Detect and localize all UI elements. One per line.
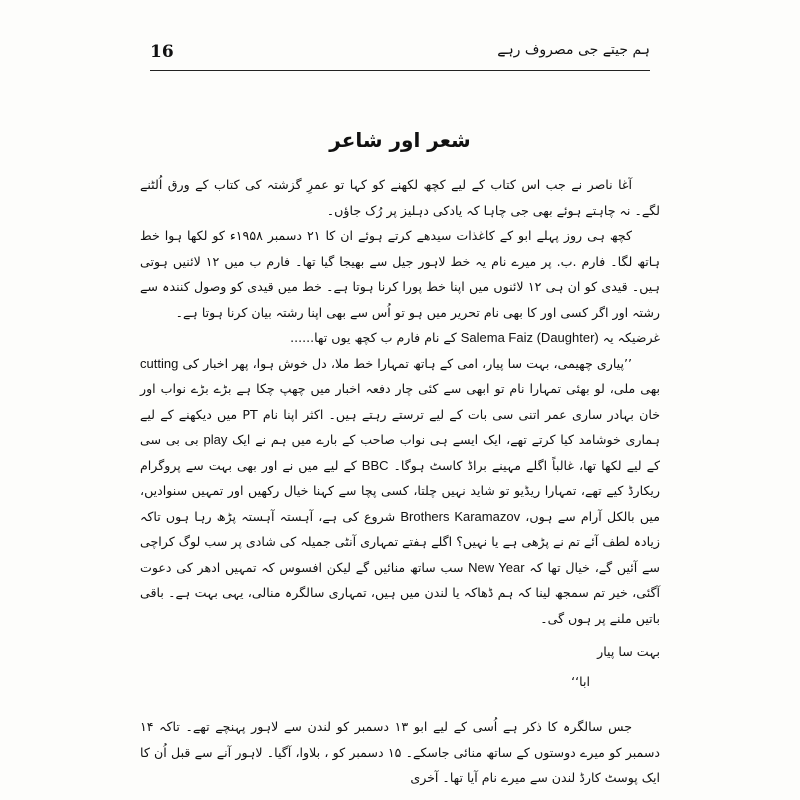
letter-latin-play: play: [203, 432, 228, 447]
paragraph-final: جس سالگرہ کا ذکر ہے اُسی کے لیے ابو ۱۳ دسمبر کو لندن سے لاہور پہنچے تھے۔ تاکہ ۱۴ دسمبر کو میرے دوستوں کے ساتھ منائی جاسکے۔ ۱۵ دسمبر کو ، بلاوا، آگیا۔ لاہور آنے سے قبل اُن کا ایک پوسٹ کارڈ لندن سے میرے نام آیا تھا۔ آخری: [140, 719, 661, 785]
paragraph-intro: آغا ناصر نے جب اس کتاب کے لیے کچھ لکھنے کو کہا تو عمرِ گزشتہ کی کتاب کے ورق اُلٹنے لگے۔ نہ چاہتے ہوئے بھی جی چاہا کہ یادکی دہلیز پر رُک جاؤں۔: [140, 177, 660, 218]
daughter-line: [140, 325, 660, 351]
daughter-line-after: کے نام فارم ب کچھ یوں تھا......: [290, 330, 457, 345]
letter-part-3: بی بی سی کے لیے لکھا تھا، غالباً اگلے مہینے براڈ کاسٹ ہوگا۔: [140, 432, 660, 473]
letter-latin-new-year: New Year: [468, 559, 525, 575]
body-text: [140, 172, 660, 791]
running-title: ہم جیتے جی مصروف رہے: [497, 42, 650, 58]
letter-closing: بہت سا پیار: [597, 644, 660, 659]
chapter-title: شعر اور شاعر: [329, 128, 471, 152]
letter-signature: ابا‘‘: [571, 673, 590, 689]
letter-part-5: شروع کی ہے، آہستہ آہستہ پڑھ رہا ہوں تاکہ زیادہ لطف آئے تم نے پڑھی ہے یا نہیں؟ اگلے ہفتے تمہاری آنٹی جمیلہ کی شادی پر سب لوگ کراچی سے آئیں گے، خیال تھا کہ: [140, 508, 660, 575]
letter-latin-cutting: cutting: [140, 355, 179, 371]
letter-text: [140, 351, 660, 632]
paragraph-letter-context: کچھ ہی روز پہلے ابو کے کاغذات سیدھے کرتے ہوئے ان کا ۲۱ دسمبر ۱۹۵۸ء کو لکھا ہوا خط ہاتھ لگا۔ فارم .ب. پر میرے نام یہ خط لاہور جیل سے بھیجا گیا تھا۔ فارم ب میں ۱۲ لائنیں ہوتی ہیں۔ قیدی کو ان ہی ۱۲ لائنوں میں اپنا خط پورا کرنا ہوتا ہے۔ خط میں قیدی کو وصول کنندہ سے رشتہ اور اگر کسی اور کا بھی نام تحریر میں ہو تو اُس سے بھی اپنا رشتہ بیان کرنا ہوتا ہے۔: [140, 228, 660, 320]
page-header: [150, 40, 650, 70]
letter-latin-bbc: BBC: [361, 457, 389, 473]
letter-part-2: بھی ملی، لو بھئی تمہارا نام تو ابھی سے کئی چار دفعہ اخبار میں چھپ چکا ہے بڑے بڑے نواب اور خان بہادر ساری عمر اتنی سی بات کے لیے ترستے رہتے ہیں۔ اکثر اپنا نام PT میں دیکھنے کے لیے ہماری خوشامد کیا کرتے تھے، ایک ایسے ہی نواب صاحب کے بارے میں ہم نے ایک: [140, 381, 660, 447]
header-rule: [150, 70, 650, 71]
page-number: 16: [150, 42, 174, 62]
letter-part-1: ’’پیاری چھیمی، بہت سا پیار، امی کے ہاتھ تمہارا خط ملا، دل خوش ہوا، پھر اخبار کی: [182, 355, 632, 371]
letter-part-4: کے لیے میں نے اور بھی بہت سے پروگرام ریکارڈ کیے تھے، تمہارا ریڈیو تو شاید نہیں چلتا، کسی پچا سے کہنا خیال رکھیں اور تمہیں سنوادیں، میں بالکل آرام سے ہوں،: [140, 457, 660, 524]
daughter-name: Salema Faiz (Daughter): [460, 330, 599, 345]
letter-part-6: سب ساتھ منائیں گے لیکن افسوس کہ تمہیں ادھر کی دعوت آگئی، خیر تم سمجھ لینا کہ ہم ڈھاکہ یا لندن میں ہیں، تمہاری سالگرہ منالی، یہی بہت ہے۔ باقی باتیں ملنے پر ہوں گی۔: [140, 559, 660, 626]
daughter-line-before: غرضیکہ یہ: [602, 330, 660, 345]
letter-latin-book: Brothers Karamazov: [400, 508, 521, 524]
